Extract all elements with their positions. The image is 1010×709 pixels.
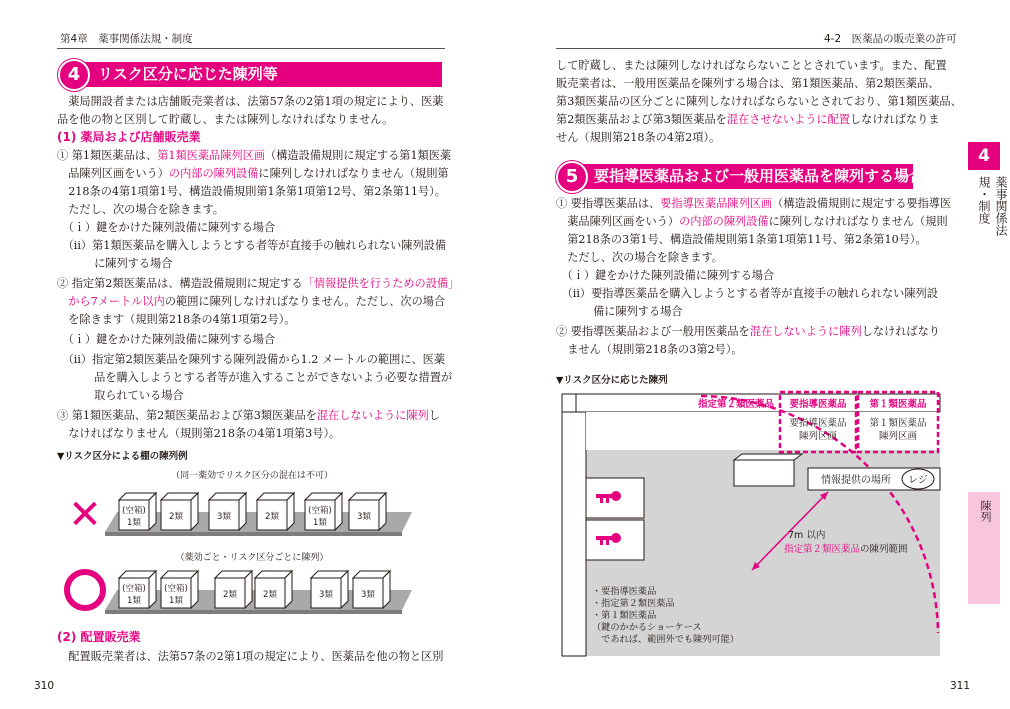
legend-item: （鍵のかかるショーケース bbox=[592, 622, 702, 633]
box-label: 1類 bbox=[127, 596, 141, 606]
box-label: 1類 bbox=[127, 518, 141, 528]
box-label: (空箱) bbox=[122, 506, 146, 516]
right-line2: 販売業者は、一般用医薬品を陳列する場合は、第1類医薬品、第2類医薬品、 bbox=[556, 77, 940, 90]
topic-tab bbox=[968, 492, 1000, 604]
s5-item1-line2: 薬品陳列区画をいう）の内部の陳列設備に陳列しなければなりません（規則 bbox=[556, 215, 948, 228]
box-label: 2類 bbox=[169, 512, 183, 522]
section4-number: 4 bbox=[58, 59, 90, 91]
area-label-yoshido-1: 要指導医薬品 bbox=[789, 418, 847, 429]
s5-item1-line3: 第218条の3第1号、構造設備規則第1条第1項第11号、第2条第10号）。 bbox=[556, 233, 927, 246]
running-header-left: 第4章 薬事関係法規・制度 bbox=[60, 33, 193, 45]
item1-line1: ① 第1類医薬品は、第1類医薬品陳列区画（構造設備規則に規定する第1類医薬 bbox=[57, 149, 452, 162]
box-label: 2類 bbox=[265, 512, 279, 522]
box-label: 1類 bbox=[313, 518, 327, 528]
medicine-box bbox=[255, 571, 292, 608]
subsection-2-title: (2) 配置販売業 bbox=[57, 630, 141, 644]
box-label: 3類 bbox=[217, 512, 231, 522]
item3-line1: ③ 第1類医薬品、第2類医薬品および第3類医薬品を混在しないように陳列し bbox=[57, 409, 440, 422]
left-wall-shelf bbox=[562, 412, 586, 656]
medicine-box bbox=[119, 571, 156, 608]
item2-line3: を除きます（規則第218条の4第1項第2号）。 bbox=[57, 313, 296, 326]
item2-line4: （ｉ）鍵をかけた陳列設備に陳列する場合 bbox=[57, 333, 276, 346]
legend-item: ・指定第２類医薬品 bbox=[592, 598, 675, 609]
chapter-tab-title: 薬事関係法規・制度 bbox=[977, 176, 1008, 236]
shelf-label-daiichi: 第１類医薬品 bbox=[869, 399, 927, 410]
chapter-tab bbox=[968, 142, 1008, 258]
item2-line6: 品を購入しようとする者等が進入することができないよう必要な措置が bbox=[57, 371, 453, 384]
legend-item: ・要指導医薬品 bbox=[592, 586, 657, 597]
shelf-label-shitei2: 指定第２類医薬品 bbox=[697, 399, 775, 410]
correct-mark-icon bbox=[67, 572, 103, 608]
medicine-box bbox=[257, 493, 294, 530]
page-number-left: 310 bbox=[34, 680, 55, 692]
item3-line2: なければなりません（規則第218条の4第1項第3号）。 bbox=[57, 427, 341, 440]
section5-number: 5 bbox=[556, 161, 588, 193]
medicine-box bbox=[119, 493, 156, 530]
note-bottom: （薬効ごと・リスク区分ごとに陳列） bbox=[175, 553, 329, 563]
medicine-box bbox=[311, 571, 348, 608]
medicine-box bbox=[209, 493, 246, 530]
medicine-box bbox=[349, 493, 386, 530]
shelf-top-edge bbox=[105, 532, 402, 536]
right-line1: して貯蔵し、または陳列しなければならないこととされています。また、配置 bbox=[556, 59, 947, 72]
right-line4: 第2類医薬品および第3類医薬品を混在させないように配置しなければなりま bbox=[556, 113, 940, 126]
range-label-2: 指定第２類医薬品の陳列範囲 bbox=[784, 544, 908, 555]
section4-intro-1: 薬局開設者または店舗販売業者は、法第57条の2第1項の規定により、医薬 bbox=[57, 95, 444, 108]
box-label: (空箱) bbox=[308, 506, 332, 516]
s5-item1-line4: ただし、次の場合を除きます。 bbox=[556, 251, 723, 264]
item1-line6: （ii）第1類医薬品を購入しようとする者等が直接手の触れられない陳列設備 bbox=[57, 239, 447, 252]
section4-intro-2: 品を他の物と区別して貯蔵し、または陳列しなければなりません。 bbox=[57, 113, 394, 126]
s5-item1-line5: （ｉ）鍵をかけた陳列設備に陳列する場合 bbox=[556, 269, 775, 282]
item1-line4: ただし、次の場合を除きます。 bbox=[57, 203, 224, 216]
topic-tab-label: 陳列 bbox=[979, 500, 992, 522]
shelf-figure bbox=[57, 462, 447, 630]
box-label: 3類 bbox=[357, 512, 371, 522]
medicine-box bbox=[353, 571, 390, 608]
subsection-1-title: (1) 薬局および店舗販売業 bbox=[57, 130, 201, 144]
box-label: 3類 bbox=[361, 590, 375, 600]
area-label-yoshido-2: 陳列区画 bbox=[798, 431, 838, 442]
shelf-label-yoshido: 要指導医薬品 bbox=[789, 399, 847, 410]
box-label: 2類 bbox=[223, 590, 237, 600]
item2-line1: ② 指定第2類医薬品は、構造設備規則に規定する「情報提供を行うための設備」 bbox=[57, 277, 460, 290]
area-label-daiichi-2: 陳列区画 bbox=[878, 431, 918, 442]
shelf-bottom-edge bbox=[105, 610, 402, 614]
correct-mark-text: ◯ bbox=[57, 462, 59, 463]
counter-box bbox=[734, 460, 794, 486]
s5-item1-line1: ① 要指導医薬品は、要指導医薬品陳列区画（構造設備規則に規定する要指導医 bbox=[556, 197, 952, 210]
medicine-box bbox=[215, 571, 252, 608]
figure-right-caption: ▼リスク区分に応じた陳列 bbox=[556, 375, 668, 386]
item2-line5: （ii）指定第2類医薬品を陳列する陳列設備から1.2 メートルの範囲に、医薬 bbox=[57, 353, 446, 366]
box-label: 1類 bbox=[169, 596, 183, 606]
s5-item2-line2: ません（規則第218条の3第2号）。 bbox=[556, 343, 743, 356]
section5-title: 要指導医薬品および一般用医薬品を陳列する場合 bbox=[594, 167, 925, 185]
header-rule-left bbox=[57, 48, 445, 49]
legend-item: であれば、範囲外でも陳列可能） bbox=[592, 634, 739, 645]
page-number-right: 311 bbox=[950, 680, 971, 692]
range-label-1: 7m 以内 bbox=[788, 530, 826, 541]
item2-line7: 取られている場合 bbox=[57, 389, 184, 402]
register-label: レジ bbox=[908, 475, 928, 486]
item1-line5: （ｉ）鍵をかけた陳列設備に陳列する場合 bbox=[57, 221, 276, 234]
medicine-box bbox=[161, 571, 198, 608]
box-label: (空箱) bbox=[164, 584, 188, 594]
item1-line3: 218条の4第1項第1号、構造設備規則第1条第1項第12号、第2条第11号）。 bbox=[57, 185, 446, 198]
wrong-mark-icon: ✕ bbox=[68, 492, 102, 538]
s5-item1-line6: （ii）要指導医薬品を購入しようとする者等が直接手の触れられない陳列設 bbox=[556, 287, 938, 300]
section4-title: リスク区分に応じた陳列等 bbox=[98, 65, 278, 83]
area-label-daiichi-1: 第１類医薬品 bbox=[869, 418, 927, 429]
info-place-label: 情報提供の場所 bbox=[821, 475, 891, 486]
haichi-line1: 配置販売業者は、法第57条の2第1項の規定により、医薬品を他の物と区別 bbox=[57, 650, 444, 663]
chapter-tab-number: 4 bbox=[968, 142, 1000, 170]
item1-line2: 品陳列区画をいう）の内部の陳列設備に陳列しなければなりません（規則第 bbox=[57, 167, 449, 180]
right-line3: 第3類医薬品の区分ごとに陳列しなければならないとされており、第1類医薬品、 bbox=[556, 95, 962, 108]
figure-left-caption: ▼リスク区分による棚の陳列例 bbox=[57, 451, 188, 462]
running-header-right: 4-2 医薬品の販売業の許可 bbox=[824, 33, 957, 45]
note-top: （同一薬効でリスク区分の混在は不可） bbox=[171, 471, 333, 481]
box-label: 3類 bbox=[319, 590, 333, 600]
store-layout-figure bbox=[556, 388, 946, 660]
right-line5: せん（規則第218条の4第2項）。 bbox=[556, 131, 721, 144]
item1-line7: に陳列する場合 bbox=[57, 257, 173, 270]
medicine-box bbox=[305, 493, 342, 530]
medicine-box bbox=[161, 493, 198, 530]
s5-item1-line7: 備に陳列する場合 bbox=[556, 305, 683, 318]
s5-item2-line1: ② 要指導医薬品および一般用医薬品を混在しないように陳列しなければなり bbox=[556, 325, 940, 338]
header-rule-right bbox=[556, 48, 942, 49]
item2-line2: から7メートル以内の範囲に陳列しなければなりません。ただし、次の場合 bbox=[57, 295, 446, 308]
box-label: 2類 bbox=[263, 590, 277, 600]
legend-item: ・第１類医薬品 bbox=[592, 610, 657, 621]
box-label: (空箱) bbox=[122, 584, 146, 594]
